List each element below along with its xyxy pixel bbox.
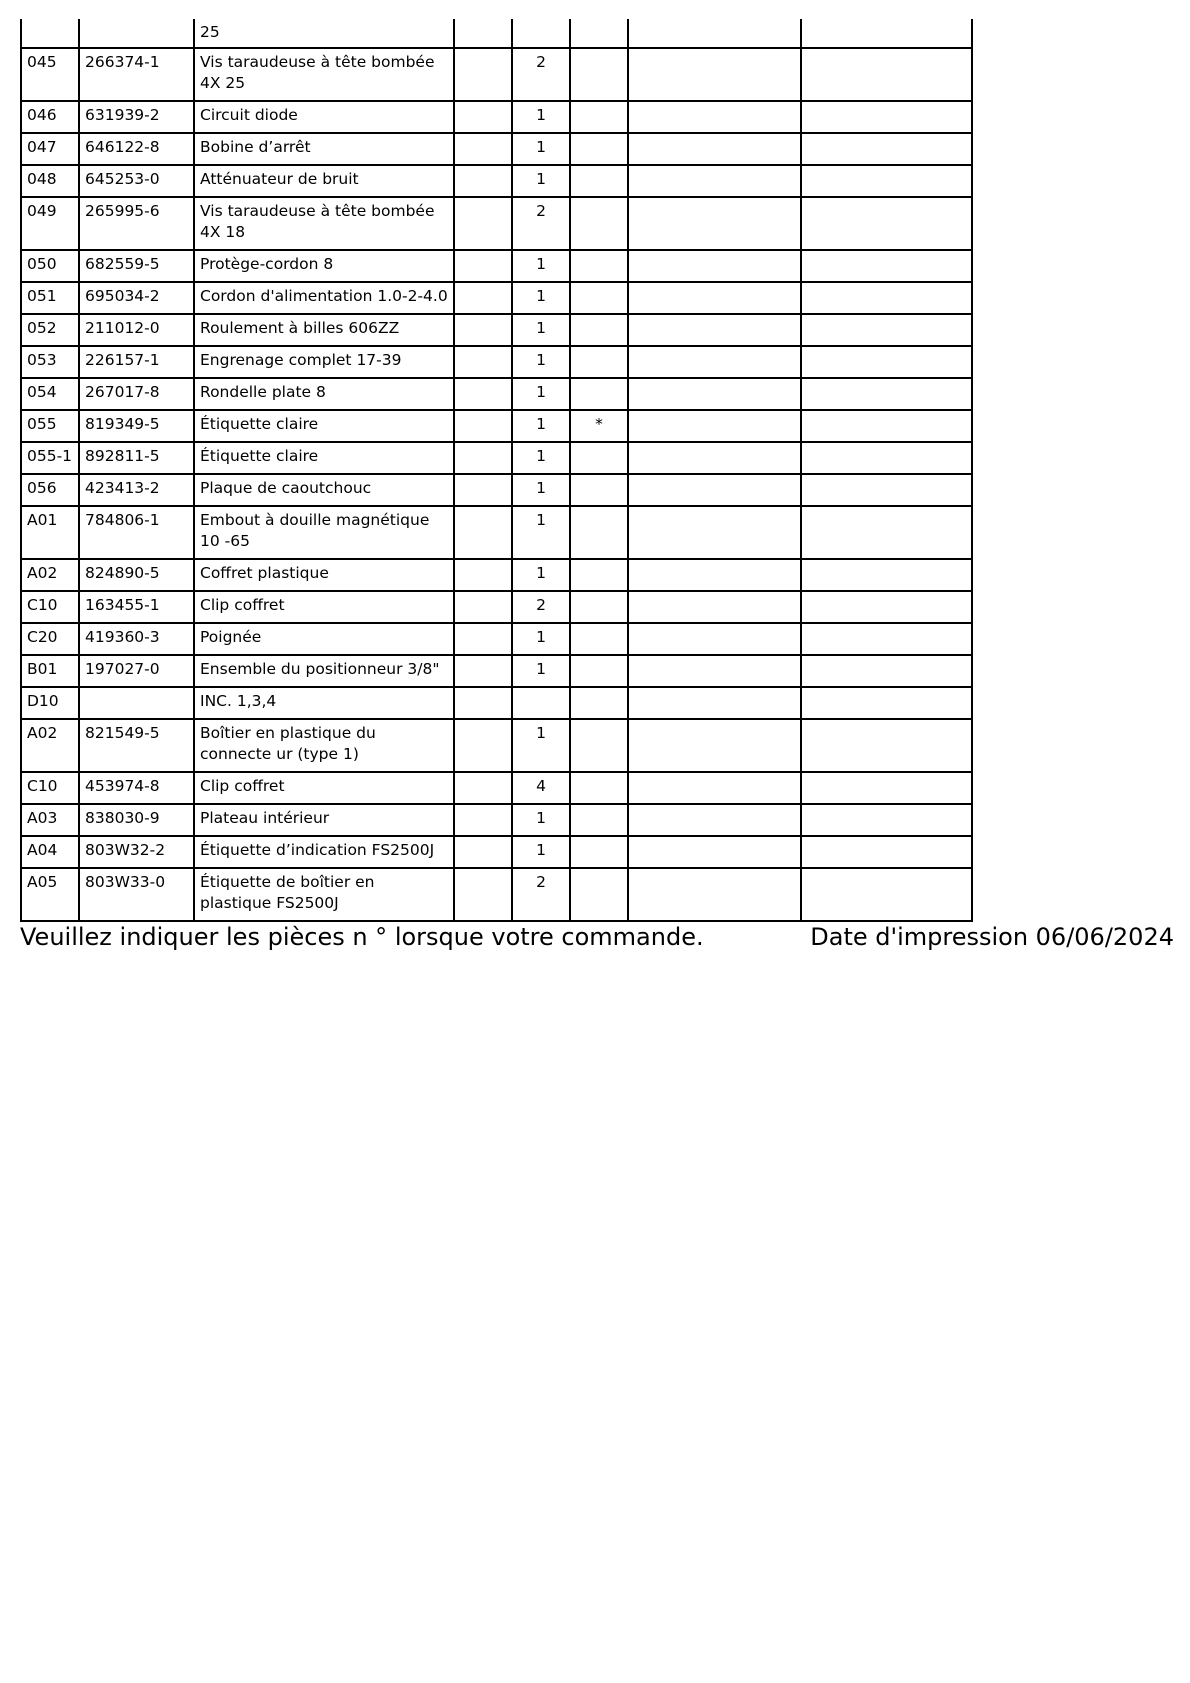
table-row — [21, 346, 972, 378]
empty-cell — [454, 868, 512, 921]
part-no-cell: 265995-6 — [79, 197, 194, 250]
table-row — [21, 165, 972, 197]
mark-cell — [570, 836, 628, 868]
part-no-cell: 423413-2 — [79, 474, 194, 506]
mark-cell — [570, 772, 628, 804]
quantity-cell: 1 — [512, 101, 570, 133]
quantity-cell: 1 — [512, 474, 570, 506]
mark-cell — [570, 868, 628, 921]
mark-cell — [570, 378, 628, 410]
empty-cell — [628, 442, 801, 474]
description-cell: Étiquette claire — [194, 410, 454, 442]
empty-cell — [454, 442, 512, 474]
empty-cell — [801, 48, 972, 101]
empty-cell — [454, 197, 512, 250]
empty-cell — [801, 346, 972, 378]
empty-cell — [628, 48, 801, 101]
empty-cell — [628, 19, 801, 48]
empty-cell — [454, 719, 512, 772]
quantity-cell: 1 — [512, 410, 570, 442]
empty-cell — [628, 559, 801, 591]
empty-cell — [801, 623, 972, 655]
part-no-cell: 892811-5 — [79, 442, 194, 474]
empty-cell — [454, 474, 512, 506]
empty-cell — [454, 282, 512, 314]
empty-cell — [628, 101, 801, 133]
item-no-cell: 051 — [21, 282, 79, 314]
empty-cell — [801, 719, 972, 772]
mark-cell — [570, 591, 628, 623]
mark-cell — [570, 804, 628, 836]
description-cell: INC. 1,3,4 — [194, 687, 454, 719]
item-no-cell: A05 — [21, 868, 79, 921]
description-cell: 25 — [194, 19, 454, 48]
quantity-cell: 2 — [512, 48, 570, 101]
item-no-cell: 046 — [21, 101, 79, 133]
empty-cell — [801, 197, 972, 250]
empty-cell — [454, 48, 512, 101]
empty-cell — [628, 410, 801, 442]
empty-cell — [801, 868, 972, 921]
item-no-cell: A02 — [21, 559, 79, 591]
empty-cell — [454, 655, 512, 687]
empty-cell — [628, 719, 801, 772]
mark-cell — [570, 623, 628, 655]
mark-cell: * — [570, 410, 628, 442]
item-no-cell — [21, 19, 79, 48]
empty-cell — [628, 250, 801, 282]
item-no-cell: C10 — [21, 772, 79, 804]
part-no-cell: 824890-5 — [79, 559, 194, 591]
table-row — [21, 282, 972, 314]
empty-cell — [801, 250, 972, 282]
empty-cell — [628, 772, 801, 804]
description-cell: Plaque de caoutchouc — [194, 474, 454, 506]
empty-cell — [454, 133, 512, 165]
table-row — [21, 197, 972, 250]
empty-cell — [628, 655, 801, 687]
mark-cell — [570, 719, 628, 772]
table-row — [21, 442, 972, 474]
description-cell: Roulement à billes 606ZZ — [194, 314, 454, 346]
description-cell: Vis taraudeuse à tête bombée 4X 18 — [194, 197, 454, 250]
description-cell: Cordon d'alimentation 1.0-2-4.0 — [194, 282, 454, 314]
empty-cell — [801, 314, 972, 346]
mark-cell — [570, 314, 628, 346]
empty-cell — [454, 346, 512, 378]
description-cell: Ensemble du positionneur 3/8" — [194, 655, 454, 687]
description-cell: Clip coffret — [194, 772, 454, 804]
table-row — [21, 804, 972, 836]
item-no-cell: 045 — [21, 48, 79, 101]
description-cell: Protège-cordon 8 — [194, 250, 454, 282]
empty-cell — [454, 410, 512, 442]
empty-cell — [454, 378, 512, 410]
description-cell: Atténuateur de bruit — [194, 165, 454, 197]
empty-cell — [628, 687, 801, 719]
quantity-cell: 4 — [512, 772, 570, 804]
description-cell: Rondelle plate 8 — [194, 378, 454, 410]
item-no-cell: C20 — [21, 623, 79, 655]
empty-cell — [801, 282, 972, 314]
quantity-cell: 1 — [512, 804, 570, 836]
mark-cell — [570, 250, 628, 282]
item-no-cell: 050 — [21, 250, 79, 282]
mark-cell — [570, 687, 628, 719]
empty-cell — [801, 655, 972, 687]
table-row — [21, 719, 972, 772]
empty-cell — [628, 868, 801, 921]
table-row — [21, 474, 972, 506]
table-row — [21, 559, 972, 591]
table-row — [21, 19, 972, 48]
quantity-cell: 1 — [512, 282, 570, 314]
description-cell: Étiquette claire — [194, 442, 454, 474]
empty-cell — [628, 346, 801, 378]
table-row — [21, 623, 972, 655]
quantity-cell: 1 — [512, 506, 570, 559]
part-no-cell: 695034-2 — [79, 282, 194, 314]
empty-cell — [454, 19, 512, 48]
empty-cell — [454, 314, 512, 346]
mark-cell — [570, 655, 628, 687]
order-note: Veuillez indiquer les pièces n ° lorsque votre commande. — [20, 923, 704, 951]
table-row — [21, 506, 972, 559]
empty-cell — [801, 378, 972, 410]
description-cell: Engrenage complet 17-39 — [194, 346, 454, 378]
empty-cell — [801, 804, 972, 836]
part-no-cell: 163455-1 — [79, 591, 194, 623]
part-no-cell — [79, 19, 194, 48]
table-row — [21, 655, 972, 687]
empty-cell — [454, 101, 512, 133]
empty-cell — [454, 591, 512, 623]
part-no-cell: 631939-2 — [79, 101, 194, 133]
part-no-cell: 821549-5 — [79, 719, 194, 772]
quantity-cell: 1 — [512, 559, 570, 591]
empty-cell — [801, 165, 972, 197]
description-cell: Circuit diode — [194, 101, 454, 133]
description-cell: Embout à douille magnétique 10 -65 — [194, 506, 454, 559]
part-no-cell: 838030-9 — [79, 804, 194, 836]
empty-cell — [801, 591, 972, 623]
item-no-cell: 054 — [21, 378, 79, 410]
mark-cell — [570, 101, 628, 133]
empty-cell — [628, 804, 801, 836]
item-no-cell: A02 — [21, 719, 79, 772]
empty-cell — [454, 165, 512, 197]
empty-cell — [801, 19, 972, 48]
table-row — [21, 772, 972, 804]
item-no-cell: 056 — [21, 474, 79, 506]
mark-cell — [570, 442, 628, 474]
quantity-cell: 1 — [512, 346, 570, 378]
item-no-cell: 047 — [21, 133, 79, 165]
quantity-cell: 1 — [512, 133, 570, 165]
item-no-cell: 052 — [21, 314, 79, 346]
empty-cell — [454, 687, 512, 719]
quantity-cell: 2 — [512, 868, 570, 921]
item-no-cell: A03 — [21, 804, 79, 836]
empty-cell — [628, 165, 801, 197]
mark-cell — [570, 133, 628, 165]
item-no-cell: B01 — [21, 655, 79, 687]
table-row — [21, 101, 972, 133]
empty-cell — [801, 506, 972, 559]
empty-cell — [628, 282, 801, 314]
part-no-cell: 226157-1 — [79, 346, 194, 378]
mark-cell — [570, 474, 628, 506]
quantity-cell: 1 — [512, 314, 570, 346]
quantity-cell: 1 — [512, 836, 570, 868]
part-no-cell: 682559-5 — [79, 250, 194, 282]
mark-cell — [570, 165, 628, 197]
empty-cell — [628, 133, 801, 165]
part-no-cell: 803W32-2 — [79, 836, 194, 868]
empty-cell — [801, 836, 972, 868]
table-row — [21, 836, 972, 868]
part-no-cell — [79, 687, 194, 719]
table-row — [21, 868, 972, 921]
part-no-cell: 645253-0 — [79, 165, 194, 197]
empty-cell — [801, 687, 972, 719]
quantity-cell: 1 — [512, 250, 570, 282]
part-no-cell: 266374-1 — [79, 48, 194, 101]
table-row — [21, 591, 972, 623]
description-cell: Plateau intérieur — [194, 804, 454, 836]
item-no-cell: 049 — [21, 197, 79, 250]
mark-cell — [570, 48, 628, 101]
part-no-cell: 453974-8 — [79, 772, 194, 804]
mark-cell — [570, 346, 628, 378]
description-cell: Clip coffret — [194, 591, 454, 623]
empty-cell — [628, 474, 801, 506]
item-no-cell: D10 — [21, 687, 79, 719]
quantity-cell: 1 — [512, 442, 570, 474]
part-no-cell: 197027-0 — [79, 655, 194, 687]
table-row — [21, 687, 972, 719]
item-no-cell: 055 — [21, 410, 79, 442]
mark-cell — [570, 19, 628, 48]
empty-cell — [454, 836, 512, 868]
description-cell: Boîtier en plastique du connecte ur (type 1) — [194, 719, 454, 772]
table-row — [21, 48, 972, 101]
item-no-cell: 048 — [21, 165, 79, 197]
part-no-cell: 819349-5 — [79, 410, 194, 442]
table-row — [21, 314, 972, 346]
description-cell: Étiquette d’indication FS2500J — [194, 836, 454, 868]
item-no-cell: A04 — [21, 836, 79, 868]
description-cell: Étiquette de boîtier en plastique FS2500J — [194, 868, 454, 921]
item-no-cell: 053 — [21, 346, 79, 378]
empty-cell — [628, 314, 801, 346]
empty-cell — [454, 250, 512, 282]
table-row — [21, 250, 972, 282]
part-no-cell: 803W33-0 — [79, 868, 194, 921]
quantity-cell: 1 — [512, 623, 570, 655]
empty-cell — [628, 197, 801, 250]
part-no-cell: 784806-1 — [79, 506, 194, 559]
part-no-cell: 419360-3 — [79, 623, 194, 655]
empty-cell — [628, 591, 801, 623]
mark-cell — [570, 282, 628, 314]
empty-cell — [801, 101, 972, 133]
quantity-cell: 1 — [512, 719, 570, 772]
mark-cell — [570, 559, 628, 591]
empty-cell — [454, 804, 512, 836]
table-row — [21, 378, 972, 410]
mark-cell — [570, 506, 628, 559]
print-date: Date d'impression 06/06/2024 — [810, 923, 1174, 951]
quantity-cell: 1 — [512, 655, 570, 687]
parts-table — [20, 19, 973, 922]
empty-cell — [628, 623, 801, 655]
empty-cell — [628, 506, 801, 559]
item-no-cell: 055-1 — [21, 442, 79, 474]
empty-cell — [454, 559, 512, 591]
empty-cell — [454, 623, 512, 655]
empty-cell — [801, 474, 972, 506]
mark-cell — [570, 197, 628, 250]
empty-cell — [801, 559, 972, 591]
part-no-cell: 646122-8 — [79, 133, 194, 165]
empty-cell — [801, 442, 972, 474]
description-cell: Coffret plastique — [194, 559, 454, 591]
item-no-cell: C10 — [21, 591, 79, 623]
quantity-cell: 2 — [512, 197, 570, 250]
quantity-cell — [512, 687, 570, 719]
empty-cell — [801, 772, 972, 804]
empty-cell — [628, 378, 801, 410]
item-no-cell: A01 — [21, 506, 79, 559]
part-no-cell: 267017-8 — [79, 378, 194, 410]
description-cell: Vis taraudeuse à tête bombée 4X 25 — [194, 48, 454, 101]
empty-cell — [801, 410, 972, 442]
description-cell: Bobine d’arrêt — [194, 133, 454, 165]
table-row — [21, 133, 972, 165]
table-row — [21, 410, 972, 442]
quantity-cell — [512, 19, 570, 48]
empty-cell — [801, 133, 972, 165]
empty-cell — [454, 772, 512, 804]
quantity-cell: 1 — [512, 378, 570, 410]
description-cell: Poignée — [194, 623, 454, 655]
quantity-cell: 2 — [512, 591, 570, 623]
empty-cell — [454, 506, 512, 559]
part-no-cell: 211012-0 — [79, 314, 194, 346]
quantity-cell: 1 — [512, 165, 570, 197]
empty-cell — [628, 836, 801, 868]
